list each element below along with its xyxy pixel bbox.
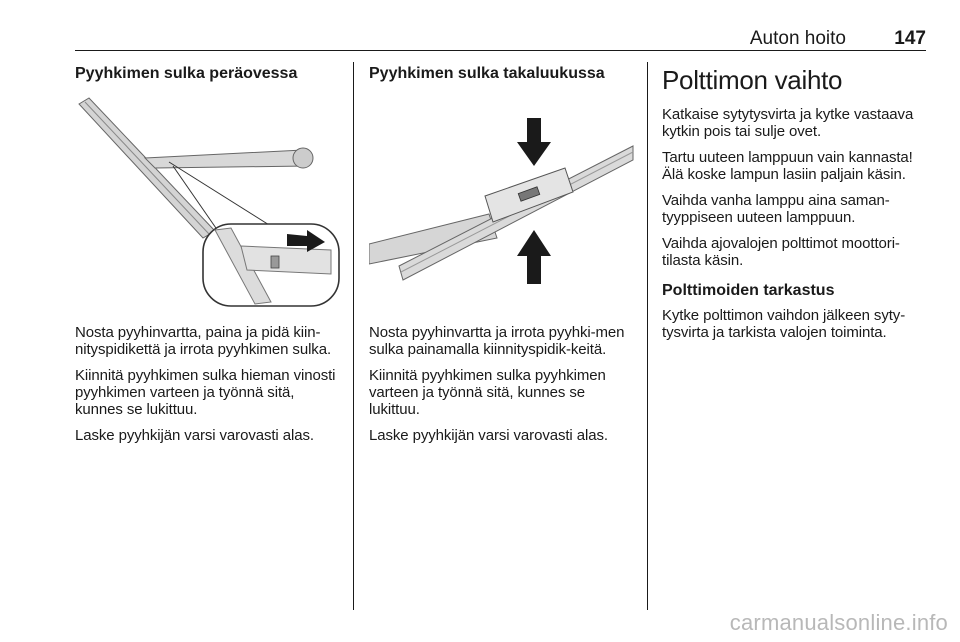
rear-door-instructions (75, 324, 343, 444)
paragraph: Kiinnitä pyyhkimen sulka hieman vinosti pyyhkimen varteen ja työnnä sitä, kunnes se lukittuu. (75, 367, 336, 418)
bulb-check-instructions (662, 307, 928, 341)
section-heading-rear-door: Pyyhkimen sulka peräovessa (75, 65, 298, 82)
watermark: carmanualsonline.info (729, 610, 948, 635)
section-heading-tailgate: Pyyhkimen sulka takaluukussa (369, 65, 605, 82)
paragraph: Tartu uuteen lamppuun vain kannasta! Älä koske lampun lasiin paljain käsin. (662, 149, 913, 183)
paragraph: Nosta pyyhinvartta, paina ja pidä kiin-nityspidikettä ja irrota pyyhkimen sulka. (75, 324, 332, 358)
subheading-bulb-check: Polttimoiden tarkastus (662, 282, 835, 299)
page-header (75, 24, 926, 51)
wiper-clip-drawing (369, 96, 635, 308)
paragraph: Laske pyyhkijän varsi varovasti alas. (75, 427, 314, 444)
paragraph: Kytke polttimon vaihdon jälkeen syty-tysvirta ja tarkista valojen toiminta. (662, 307, 906, 341)
wiper-detail-drawing (75, 96, 341, 308)
page-number: 147 (894, 28, 926, 49)
paragraph: Nosta pyyhinvartta ja irrota pyyhki-men sulka painamalla kiinnityspidik-keitä. (369, 324, 625, 358)
paragraph: Vaihda ajovalojen polttimot moottori-tilasta käsin. (662, 235, 900, 269)
paragraph: Laske pyyhkijän varsi varovasti alas. (369, 427, 608, 444)
bulb-replacement-instructions (662, 106, 928, 269)
header-title: Auton hoito (749, 28, 846, 49)
column-divider-left (353, 62, 354, 610)
paragraph: Kiinnitä pyyhkimen sulka pyyhkimen varteen ja työnnä sitä, kunnes se lukittuu. (369, 367, 606, 418)
tailgate-wiper-illustration (369, 96, 635, 308)
column-bulb-replacement (662, 64, 928, 350)
tailgate-instructions (369, 324, 637, 444)
column-divider-right (647, 62, 648, 610)
column-tailgate-wiper (369, 64, 637, 453)
section-heading-bulb-replacement: Polttimon vaihto (662, 65, 843, 95)
paragraph: Katkaise sytytysvirta ja kytke vastaava kytkin pois tai sulje ovet. (662, 106, 914, 140)
paragraph: Vaihda vanha lamppu aina saman-tyyppiseen uuteen lamppuun. (662, 192, 890, 226)
column-rear-door-wiper (75, 64, 343, 453)
rear-door-wiper-illustration (75, 96, 341, 308)
